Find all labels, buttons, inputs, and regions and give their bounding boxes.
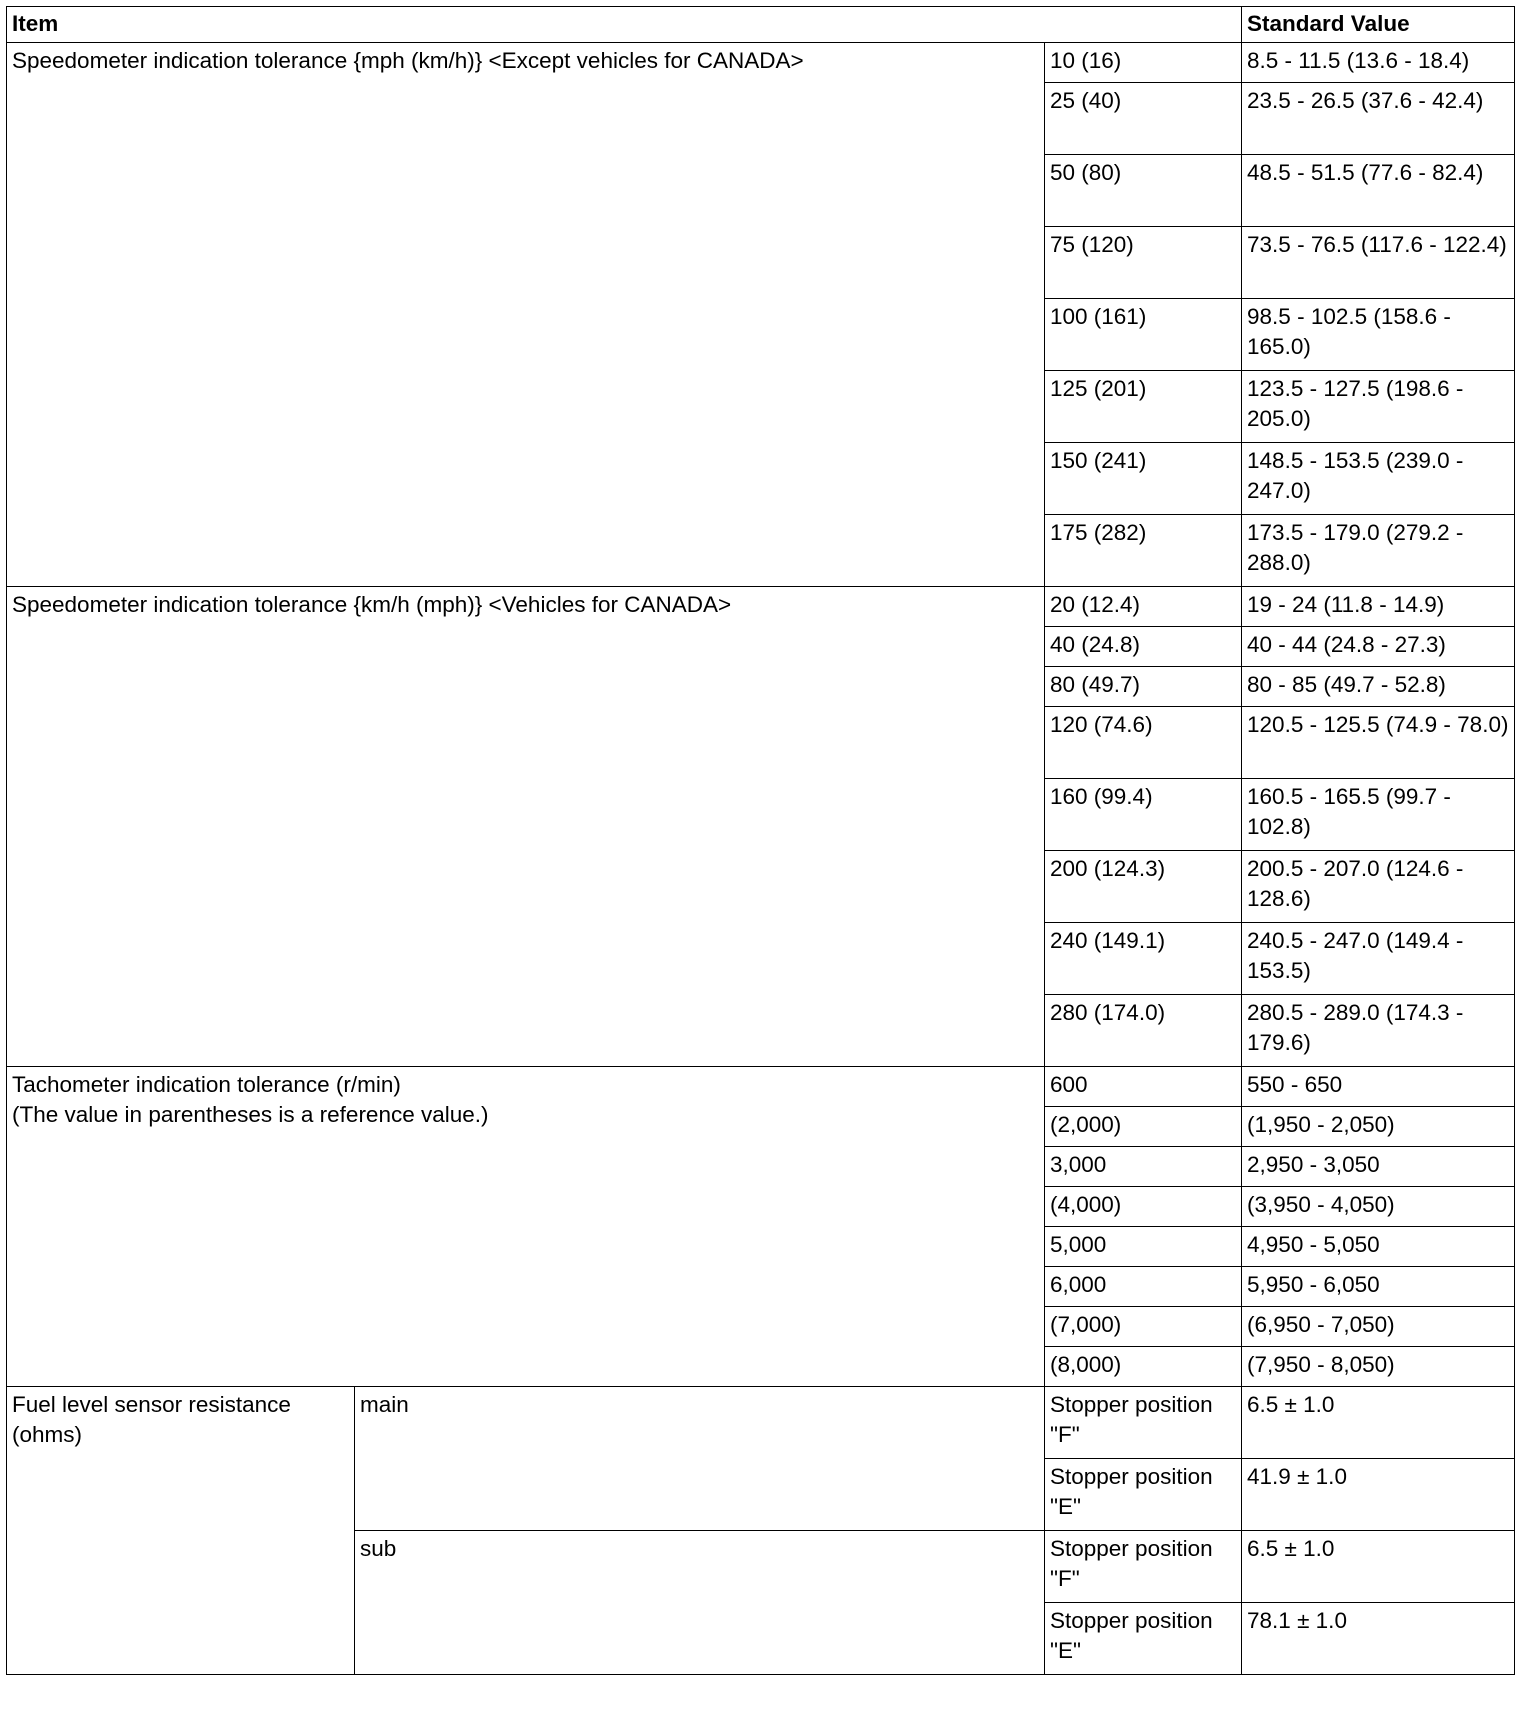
condition-cell: 150 (241) [1045, 443, 1242, 515]
value-cell: 80 - 85 (49.7 - 52.8) [1242, 667, 1515, 707]
condition-cell: 280 (174.0) [1045, 995, 1242, 1067]
value-cell: 550 - 650 [1242, 1067, 1515, 1107]
condition-cell: 600 [1045, 1067, 1242, 1107]
condition-cell: (2,000) [1045, 1107, 1242, 1147]
condition-cell: 10 (16) [1045, 43, 1242, 83]
value-cell: 23.5 - 26.5 (37.6 - 42.4) [1242, 83, 1515, 155]
value-cell: (1,950 - 2,050) [1242, 1107, 1515, 1147]
value-cell: 160.5 - 165.5 (99.7 - 102.8) [1242, 779, 1515, 851]
condition-cell: 5,000 [1045, 1227, 1242, 1267]
condition-cell: 25 (40) [1045, 83, 1242, 155]
value-cell: 200.5 - 207.0 (124.6 - 128.6) [1242, 851, 1515, 923]
value-cell: 41.9 ± 1.0 [1242, 1459, 1515, 1531]
specification-table [6, 6, 1515, 1675]
table-row [7, 587, 1515, 627]
condition-cell: 125 (201) [1045, 371, 1242, 443]
item-fuel-level-sensor: Fuel level sensor resistance (ohms) [7, 1387, 355, 1675]
header-standard-value: Standard Value [1242, 7, 1515, 43]
condition-cell: Stopper position "F" [1045, 1387, 1242, 1459]
value-cell: 8.5 - 11.5 (13.6 - 18.4) [1242, 43, 1515, 83]
value-cell: 98.5 - 102.5 (158.6 - 165.0) [1242, 299, 1515, 371]
condition-cell: 75 (120) [1045, 227, 1242, 299]
item-tachometer-title: Tachometer indication tolerance (r/min) [12, 1072, 401, 1097]
value-cell: 148.5 - 153.5 (239.0 - 247.0) [1242, 443, 1515, 515]
condition-cell: (7,000) [1045, 1307, 1242, 1347]
value-cell: 5,950 - 6,050 [1242, 1267, 1515, 1307]
condition-cell: Stopper position "F" [1045, 1531, 1242, 1603]
subgroup-sub: sub [355, 1531, 1045, 1675]
item-speedometer-kmh: Speedometer indication tolerance {km/h (mph)} <Vehicles for CANADA> [7, 587, 1045, 1067]
value-cell: 48.5 - 51.5 (77.6 - 82.4) [1242, 155, 1515, 227]
table-row [7, 43, 1515, 83]
value-cell: (7,950 - 8,050) [1242, 1347, 1515, 1387]
value-cell: 73.5 - 76.5 (117.6 - 122.4) [1242, 227, 1515, 299]
table-row [7, 1067, 1515, 1107]
condition-cell: 100 (161) [1045, 299, 1242, 371]
value-cell: 123.5 - 127.5 (198.6 - 205.0) [1242, 371, 1515, 443]
item-speedometer-mph: Speedometer indication tolerance {mph (km/h)} <Except vehicles for CANADA> [7, 43, 1045, 587]
item-tachometer [7, 1067, 1045, 1387]
value-cell: 240.5 - 247.0 (149.4 - 153.5) [1242, 923, 1515, 995]
value-cell: (6,950 - 7,050) [1242, 1307, 1515, 1347]
value-cell: 2,950 - 3,050 [1242, 1147, 1515, 1187]
item-tachometer-note: (The value in parentheses is a reference value.) [12, 1102, 489, 1127]
value-cell: 78.1 ± 1.0 [1242, 1603, 1515, 1675]
condition-cell: 3,000 [1045, 1147, 1242, 1187]
condition-cell: 240 (149.1) [1045, 923, 1242, 995]
condition-cell: 120 (74.6) [1045, 707, 1242, 779]
condition-cell: 80 (49.7) [1045, 667, 1242, 707]
subgroup-main: main [355, 1387, 1045, 1531]
value-cell: 6.5 ± 1.0 [1242, 1531, 1515, 1603]
condition-cell: 50 (80) [1045, 155, 1242, 227]
value-cell: 120.5 - 125.5 (74.9 - 78.0) [1242, 707, 1515, 779]
condition-cell: Stopper position "E" [1045, 1459, 1242, 1531]
table-header-row [7, 7, 1515, 43]
condition-cell: (8,000) [1045, 1347, 1242, 1387]
table-row [7, 1387, 1515, 1459]
header-item: Item [7, 7, 1242, 43]
condition-cell: 160 (99.4) [1045, 779, 1242, 851]
condition-cell: (4,000) [1045, 1187, 1242, 1227]
condition-cell: 40 (24.8) [1045, 627, 1242, 667]
value-cell: 4,950 - 5,050 [1242, 1227, 1515, 1267]
condition-cell: Stopper position "E" [1045, 1603, 1242, 1675]
value-cell: 173.5 - 179.0 (279.2 - 288.0) [1242, 515, 1515, 587]
value-cell: 19 - 24 (11.8 - 14.9) [1242, 587, 1515, 627]
condition-cell: 200 (124.3) [1045, 851, 1242, 923]
value-cell: (3,950 - 4,050) [1242, 1187, 1515, 1227]
value-cell: 6.5 ± 1.0 [1242, 1387, 1515, 1459]
value-cell: 40 - 44 (24.8 - 27.3) [1242, 627, 1515, 667]
value-cell: 280.5 - 289.0 (174.3 - 179.6) [1242, 995, 1515, 1067]
condition-cell: 6,000 [1045, 1267, 1242, 1307]
condition-cell: 20 (12.4) [1045, 587, 1242, 627]
condition-cell: 175 (282) [1045, 515, 1242, 587]
